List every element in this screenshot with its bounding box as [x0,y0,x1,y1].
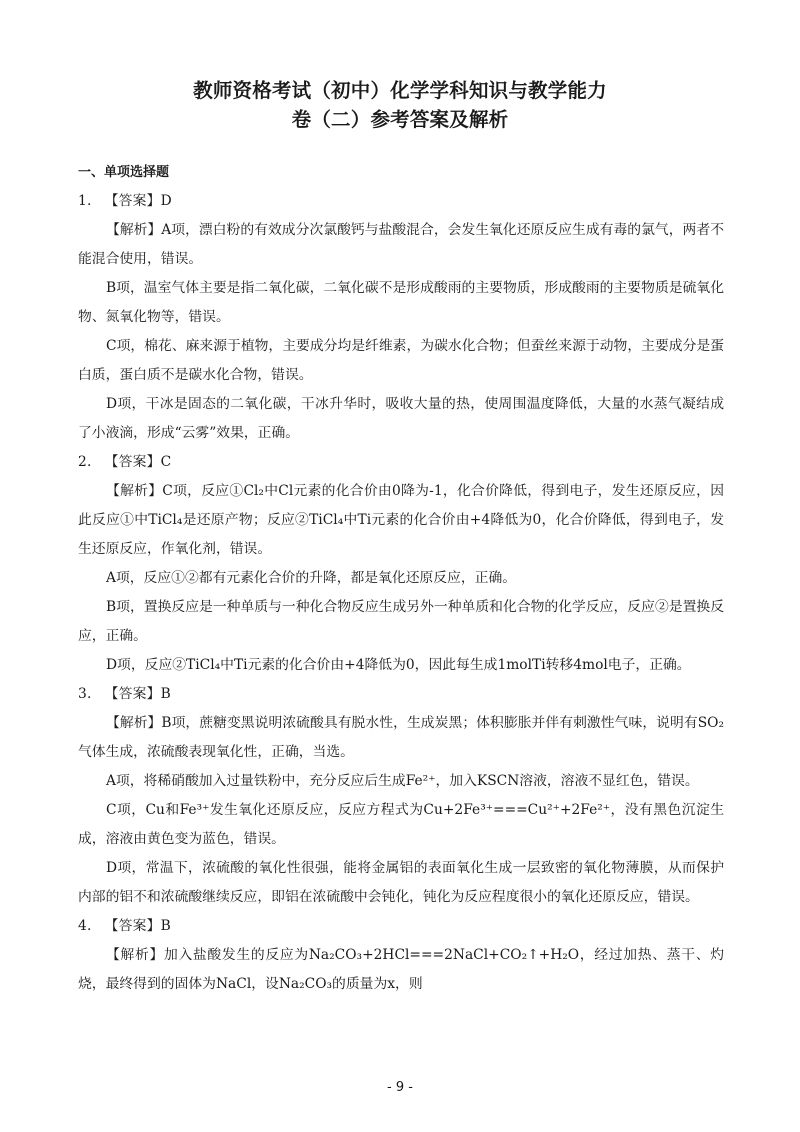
question-3-number: 3. [78,686,92,702]
document-title-line-1: 教师资格考试（初中）化学学科知识与教学能力 [193,79,607,102]
document-title-line-2: 卷（二）参考答案及解析 [291,108,509,131]
question-1-explanation-3: C项，棉花、麻来源于植物，主要成分均是纤维素，为碳水化合物；但蚕丝来源于动物，主要成分是蛋白质，蛋白质不是碳水化合物，错误。 [78,338,724,383]
question-3-explanation-2: A项，将稀硝酸加入过量铁粉中，充分反应后生成Fe²⁺，加入KSCN溶液，溶液不显红色，错误。 [106,773,699,789]
question-4-answer-text: 【答案】B [104,918,171,934]
question-3-explanation-1: 【解析】B项，蔗糖变黑说明浓硫酸具有脱水性，生成炭黑；体积膨胀并伴有刺激性气味，说明有SO₂气体生成，浓硫酸表现氧化性，正确，当选。 [78,715,724,760]
question-2-explanation-4: D项，反应②TiCl₄中Ti元素的化合价由+4降低为0，因此每生成1molTi转移4mol电子，正确。 [106,657,691,673]
question-3-answer-text: 【答案】B [104,686,171,702]
section-heading: 一、单项选择题 [78,165,170,180]
question-4-number: 4. [78,918,92,934]
question-2-explanation-3: B项，置换反应是一种单质与一种化合物反应生成另外一种单质和化合物的化学反应，反应②是置换反应，正确。 [78,599,724,644]
question-1-explanation-4: D项，干冰是固态的二氧化碳，干冰升华时，吸收大量的热，使周围温度降低，大量的水蒸气凝结成了小液滴，形成“云雾”效果，正确。 [78,396,724,441]
answer-content [78,187,724,999]
question-2-answer [78,448,724,477]
page-number: - 9 - [387,1080,413,1095]
question-1-answer [78,187,724,216]
question-3-answer [78,680,724,709]
question-4-answer [78,912,724,941]
question-2-number: 2. [78,454,92,470]
question-2-explanation-2: A项，反应①②都有元素化合价的升降，都是氧化还原反应，正确。 [106,570,517,586]
question-2-explanation-1: 【解析】C项，反应①Cl₂中Cl元素的化合价由0降为-1，化合价降低，得到电子，发生还原反应，因此反应①中TiCl₄是还原产物；反应②TiCl₄中Ti元素的化合价由+4降低为0，化合价降低，得到电子，发生还原反应，作氧化剂，错误。 [78,483,724,557]
question-1-explanation-1: 【解析】A项，漂白粉的有效成分次氯酸钙与盐酸混合，会发生氧化还原反应生成有毒的氯气，两者不能混合使用，错误。 [78,222,724,267]
question-1-number: 1. [78,193,92,209]
question-1-answer-text: 【答案】D [104,193,172,209]
question-4-explanation-1: 【解析】加入盐酸发生的反应为Na₂CO₃+2HCl===2NaCl+CO₂↑+H₂O，经过加热、蒸干、灼烧，最终得到的固体为NaCl，设Na₂CO₃的质量为x，则 [78,947,724,992]
question-1-explanation-2: B项，温室气体主要是指二氧化碳，二氧化碳不是形成酸雨的主要物质，形成酸雨的主要物质是硫氧化物、氮氧化物等，错误。 [78,280,724,325]
question-3-explanation-4: D项，常温下，浓硫酸的氧化性很强，能将金属铝的表面氧化生成一层致密的氧化物薄膜，从而保护内部的铝不和浓硫酸继续反应，即铝在浓硫酸中会钝化，钝化为反应程度很小的氧化还原反应，错误。 [78,860,724,905]
question-2-answer-text: 【答案】C [104,454,172,470]
question-3-explanation-3: C项，Cu和Fe³⁺发生氧化还原反应，反应方程式为Cu+2Fe³⁺===Cu²⁺+2Fe²⁺，没有黑色沉淀生成，溶液由黄色变为蓝色，错误。 [78,802,724,847]
